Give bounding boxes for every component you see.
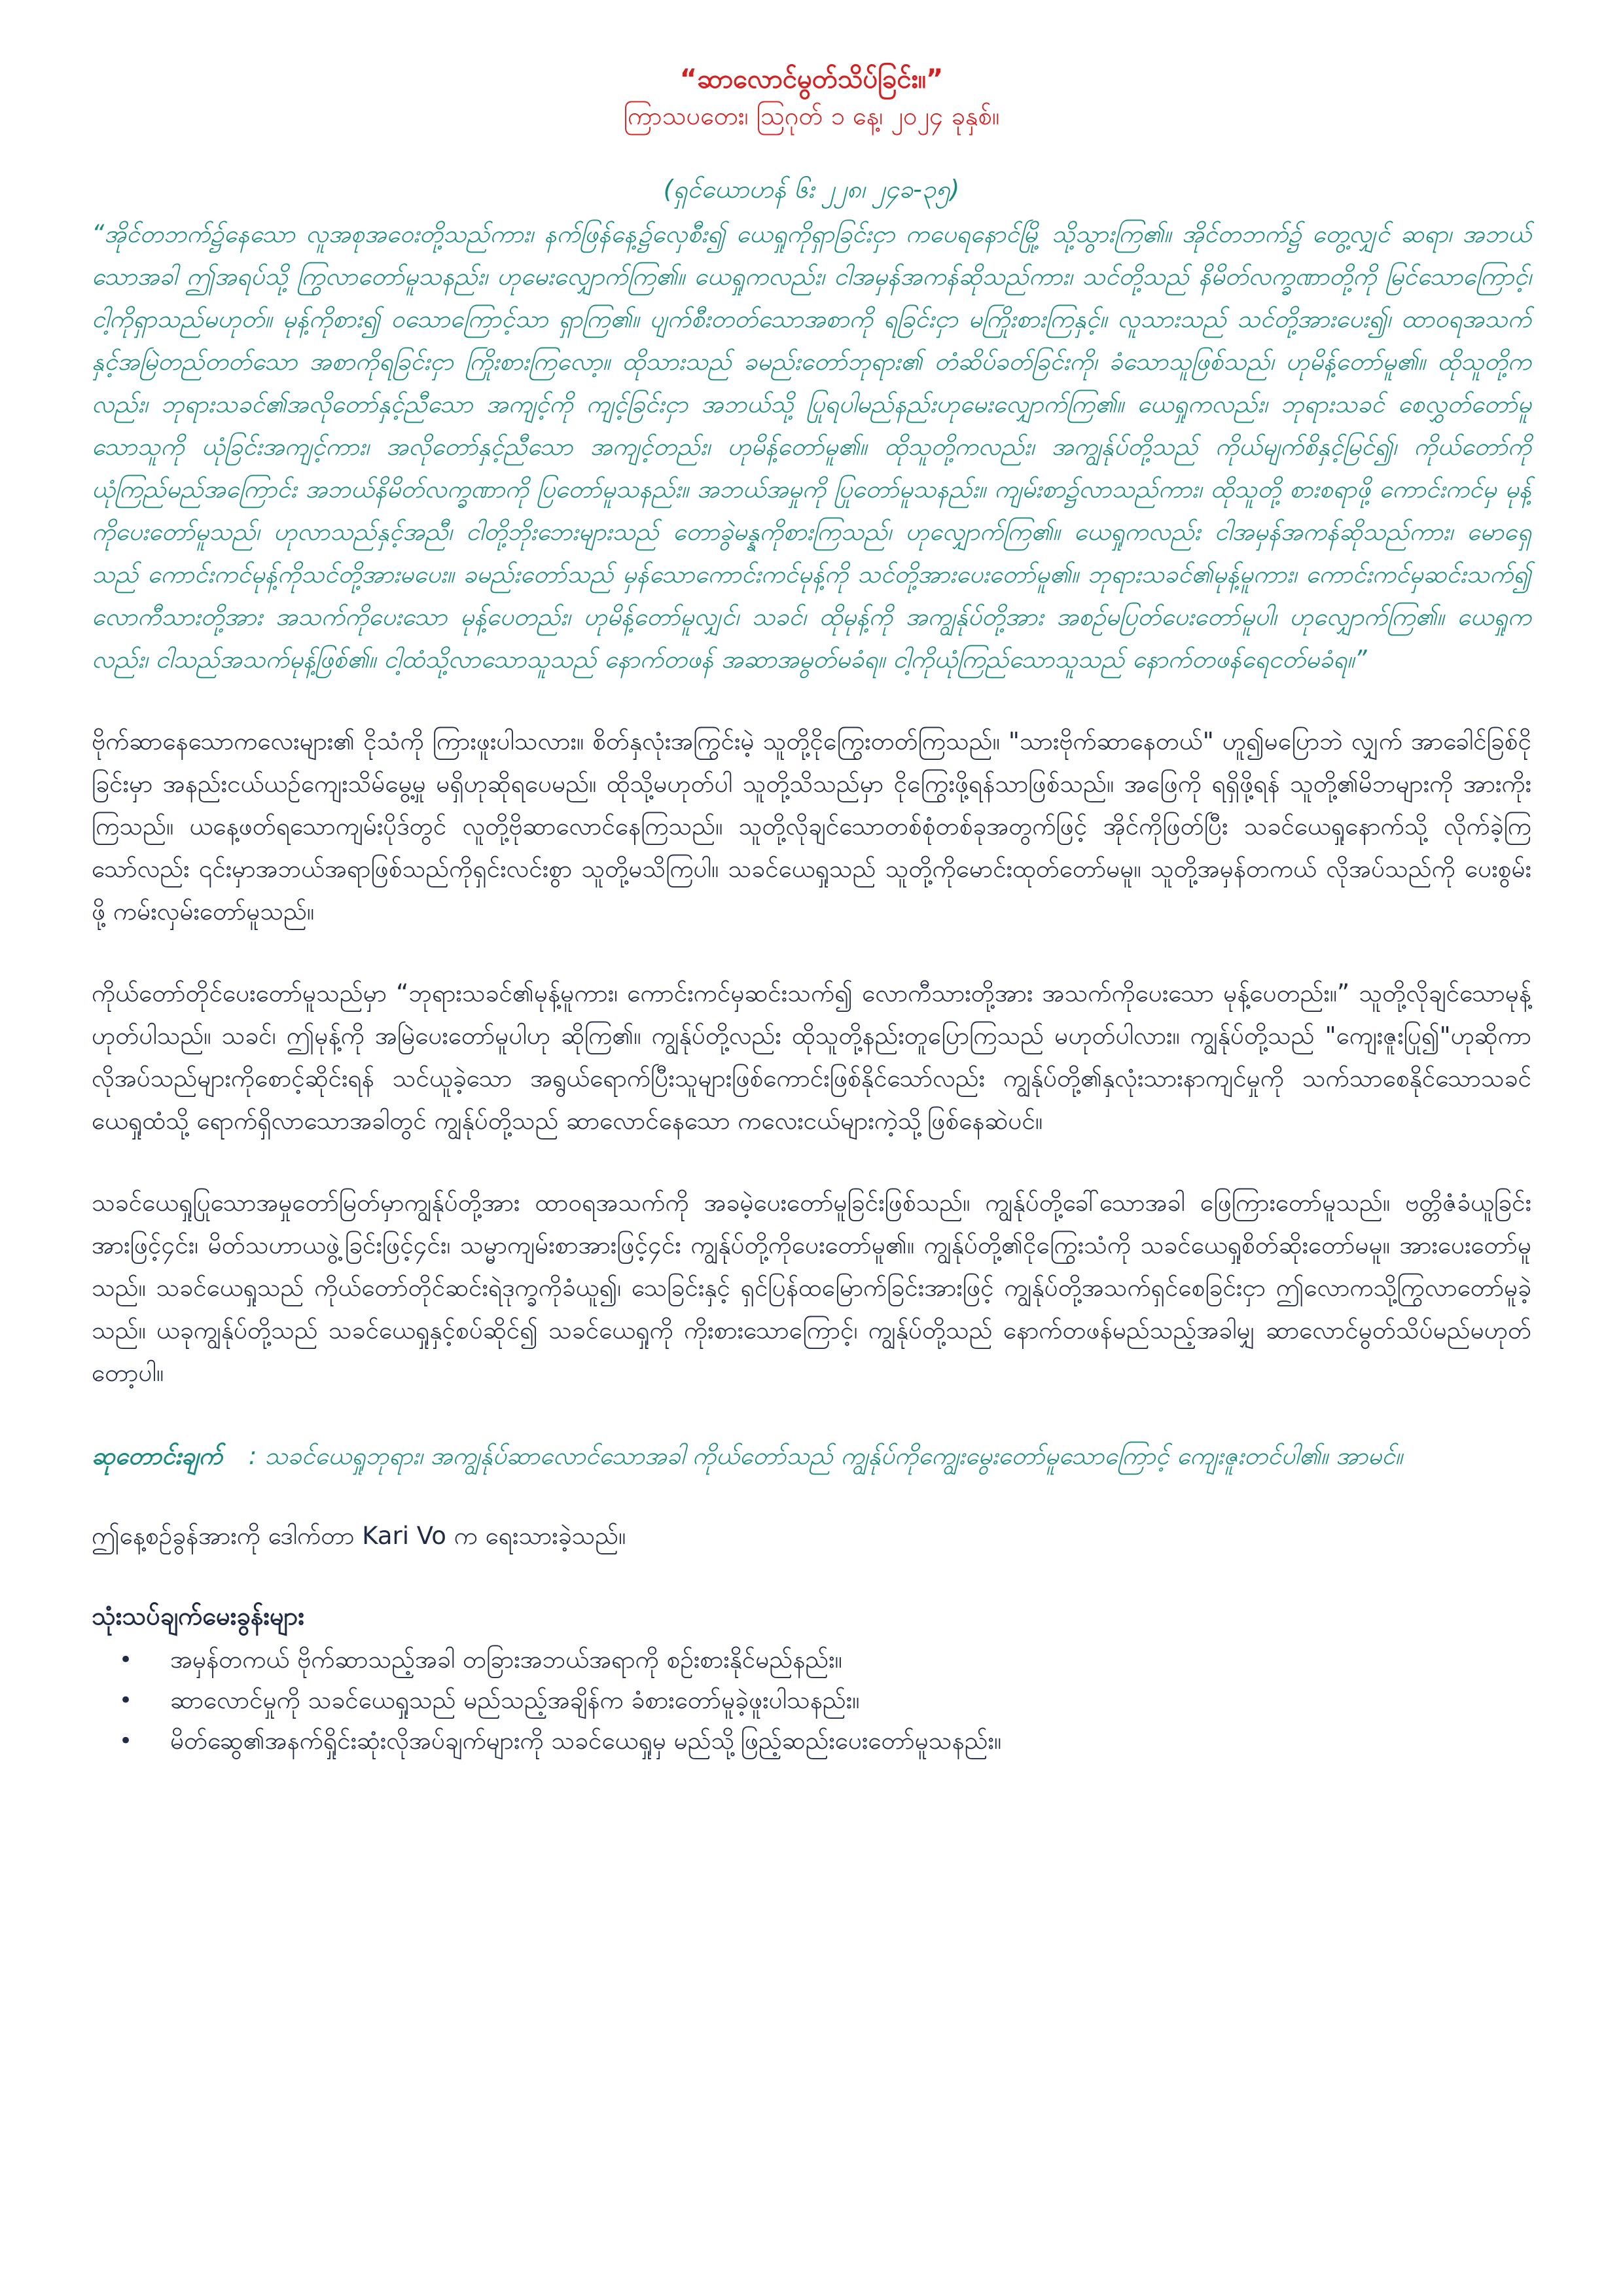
question-item bbox=[92, 1721, 1531, 1761]
prayer-label: ဆုတောင်းချက် bbox=[92, 1442, 223, 1470]
bullet-icon: • bbox=[119, 1647, 133, 1673]
question-item bbox=[92, 1680, 1531, 1721]
body-paragraph-1: ဗိုက်ဆာနေသောကလေးများ၏ ငိုသံကို ကြားဖူးပါသလား။ စိတ်နှလုံးအကြွင်းမဲ့ သူတို့ငိုကြွေးတတ်ကြသည်။ "သားဗိုက်ဆာနေတယ်" ဟူ၍မပြောဘဲ လျှက် အာခေါင်ခြစ်ငိုခြင်းမှာ အနည်းငယ်ယဉ်ကျေးသိမ်မွေ့မှု မရှိဟုဆိုရပေမည်။ ထိုသို့မဟုတ်ပါ သူတို့သိသည်မှာ ငိုကြွေးဖို့ရန်သာဖြစ်သည်။ အဖြေကို ရရှိဖို့ရန် သူတို့၏မိဘများကို အားကိုးကြသည်။ ယနေ့ဖတ်ရသောကျမ်းပိုဒ်တွင် လူတို့ဗိုဆာလောင်နေကြသည်။ သူတို့လိုချင်သောတစ်စုံတစ်ခုအတွက်ဖြင့် အိုင်ကိုဖြတ်ပြီး သခင်ယေရှုနောက်သို့ လိုက်ခဲ့ကြသော်လည်း ၎င်းမှာအဘယ်အရာဖြစ်သည်ကိုရှင်းလင်းစွာ သူတို့မသိကြပါ။ သခင်ယေရှုသည် သူတို့ကိုမောင်းထုတ်တော်မမူ။ သူတို့အမှန်တကယ် လိုအပ်သည်ကို ပေးစွမ်းဖို့ ကမ်းလှမ်းတော်မူသည်။ bbox=[92, 727, 1531, 925]
body-paragraph-3: သခင်ယေရှုပြုသောအမှုတော်မြတ်မှာကျွန်ုပ်တို့အား ထာဝရအသက်ကို အခမဲ့ပေးတော်မူခြင်းဖြစ်သည်။ ကျွန်ုပ်တို့ခေါ်သောအခါ ဖြေကြားတော်မူသည်။ ဗတ္တိဇံခံယူခြင်းအားဖြင့်၄င်း၊ မိတ်သဟာယဖွဲ့ခြင်းဖြင့်၄င်း၊ သမ္မာကျမ်းစာအားဖြင့်၄င်း ကျွန်ုပ်တို့ကိုပေးတော်မူ၏။ ကျွန်ုပ်တို့၏ငိုကြွေးသံကို သခင်ယေရှုစိတ်ဆိုးတော်မမူ။ အားပေးတော်မူသည်။ သခင်ယေရှုသည် ကိုယ်တော်တိုင်ဆင်းရဲဒုက္ခကိုခံယူ၍၊ သေခြင်းနှင့် ရှင်ပြန်ထမြောက်ခြင်းအားဖြင့် ကျွန်ုပ်တို့အသက်ရှင်စေခြင်းငှာ ဤလောကသို့ကြွလာတော်မူခဲ့သည်။ ယခုကျွန်ုပ်တို့သည် သခင်ယေရှုနှင့်စပ်ဆိုင်၍ သခင်ယေရှုကို ကိုးစားသောကြောင့်၊ ကျွန်ုပ်တို့သည် နောက်တဖန်မည်သည့်အခါမျှ ဆာလောင်မွတ်သိပ်မည်မဟုတ်တော့ပါ။ bbox=[92, 1189, 1531, 1387]
scripture-reference: (ရှင်ယောဟန် ၆း ၂၂၈၊ ၂၄ခ-၃၅) bbox=[663, 175, 960, 204]
questions-list bbox=[92, 1640, 1531, 1761]
scripture-text: “အိုင်တဘက်၌နေသော လူအစုအဝေးတို့သည်ကား၊ နက်ဖြန်နေ့၌လှေစီး၍ ယေရှုကိုရှာခြင်းငှာ ကပေရနောင်မြို့ သို့သွားကြ၏။ အိုင်တဘက်၌ တွေ့လျှင် ဆရာ၊ အဘယ်သောအခါ ဤအရပ်သို့ ကြွလာတော်မူသနည်း၊ ဟုမေးလျှောက်ကြ၏။ ယေရှုကလည်း၊ ငါအမှန်အကန်ဆိုသည်ကား၊ သင်တို့သည် နိမိတ်လက္ခဏာတို့ကို မြင်သောကြောင့်၊ ငါ့ကိုရှာသည်မဟုတ်။ မုန့်ကိုစား၍ ဝသောကြောင့်သာ ရှာကြ၏။ ပျက်စီးတတ်သောအစာကို ရခြင်းငှာ မကြိုးစားကြနှင့်။ လူသားသည် သင်တို့အားပေး၍၊ ထာဝရအသက်နှင့်အမြဲတည်တတ်သော အစာကိုရခြင်းငှာ ကြိုးစားကြလော့။ ထိုသားသည် ခမည်းတော်ဘုရား၏ တံဆိပ်ခတ်ခြင်းကို၊ ခံသောသူဖြစ်သည်၊ ဟုမိန့်တော်မူ၏။ ထိုသူတို့ကလည်း၊ ဘုရားသခင်၏အလိုတော်နှင့်ညီသော အကျင့်ကို ကျင့်ခြင်းငှာ အဘယ်သို့ ပြုရပါမည်နည်းဟုမေးလျှောက်ကြ၏။ ယေရှုကလည်း၊ ဘုရားသခင် စေလွှတ်တော်မူသောသူကို ယုံခြင်းအကျင့်ကား၊ အလိုတော်နှင့်ညီသော အကျင့်တည်း၊ ဟုမိန့်တော်မူ၏။ ထိုသူတို့ကလည်း၊ အကျွန်ုပ်တို့သည် ကိုယ်မျက်စိနှင့်မြင်၍၊ ကိုယ်တော်ကို ယုံကြည်မည်အကြောင်း အဘယ်နိမိတ်လက္ခဏာကို ပြတော်မူသနည်း။ အဘယ်အမှုကို ပြုတော်မူသနည်း။ ကျမ်းစာ၌လာသည်ကား၊ ထိုသူတို့ စားစရာဖို့ ကောင်းကင်မှ မုန့်ကိုပေးတော်မူသည်၊ ဟုလာသည်နှင့်အညီ၊ ငါတို့ဘိုးဘေးများသည် တောခွဲမန္နကိုစားကြသည်၊ ဟုလျှောက်ကြ၏။ ယေရှုကလည်း ငါအမှန်အကန်ဆိုသည်ကား၊ မောရှေသည် ကောင်းကင်မုန့်ကိုသင်တို့အားမပေး။ ခမည်းတော်သည် မှန်သောကောင်းကင်မုန့်ကို သင်တို့အားပေးတော်မူ၏။ ဘုရားသခင်၏မုန့်မူကား၊ ကောင်းကင်မှဆင်းသက်၍ လောကီသားတို့အား အသက်ကိုပေးသော မုန့်ပေတည်း၊ ဟုမိန့်တော်မူလျှင်၊ သခင်၊ ထိုမုန့်ကို အကျွန်ုပ်တို့အား အစဉ်မပြတ်ပေးတော်မူပါ၊ ဟုလျှောက်ကြ၏။ ယေရှုကလည်း၊ ငါသည်အသက်မုန့်ဖြစ်၏။ ငါ့ထံသို့လာသောသူသည် နောက်တဖန် အဆာအမွတ်မခံရ။ ငါ့ကိုယုံကြည်သောသူသည် နောက်တဖန်ရေငတ်မခံရ။” bbox=[92, 220, 1531, 673]
bullet-icon: • bbox=[119, 1728, 133, 1754]
devotion-title: “ဆာလောင်မွတ်သိပ်ခြင်း။” bbox=[679, 64, 944, 94]
question-item bbox=[92, 1640, 1531, 1680]
author-credit: ဤနေ့စဉ်ခွန်အားကို ဒေါက်တာ Kari Vo က ရေးသားခဲ့သည်။ bbox=[92, 1522, 626, 1550]
body-paragraph-2: ကိုယ်တော်တိုင်ပေးတော်မူသည်မှာ “ဘုရားသခင်၏မုန့်မူကား၊ ကောင်းကင်မှဆင်းသက်၍ လောကီသားတို့အား အသက်ကိုပေးသော မုန့်ပေတည်း။” သူတို့လိုချင်သောမုန့်ဟုတ်ပါသည်။ သခင်၊ ဤမုန့်ကို အမြဲပေးတော်မူပါဟု ဆိုကြ၏။ ကျွန်ုပ်တို့လည်း ထိုသူတို့နည်းတူပြောကြသည် မဟုတ်ပါလား။ ကျွန်ုပ်တို့သည် "ကျေးဇူးပြု၍"ဟုဆိုကာ လိုအပ်သည်များကိုစောင့်ဆိုင်းရန် သင်ယူခဲ့သော အရွယ်ရောက်ပြီးသူများဖြစ်ကောင်းဖြစ်နိုင်သော်လည်း ကျွန်ုပ်တို့၏နှလုံးသားနာကျင်မှုကို သက်သာစေနိုင်သောသခင်ယေရှုထံသို့ ရောက်ရှိလာသောအခါတွင် ကျွန်ုပ်တို့သည် ဆာလောင်နေသော ကလေးငယ်များကဲ့သို့ဖြစ်နေဆဲပင်။ bbox=[92, 979, 1531, 1135]
questions-heading: သုံးသပ်ချက်မေးခွန်းများ bbox=[92, 1602, 305, 1630]
devotional-page bbox=[92, 62, 1531, 1761]
prayer bbox=[92, 1435, 1531, 1477]
devotion-date: ကြာသပတေး၊ ဩဂုတ် ၁ နေ့၊ ၂၀၂၄ ခုနှစ်။ bbox=[623, 101, 1000, 130]
question-text: အမှန်တကယ် ဗိုက်ဆာသည့်အခါ တခြားအဘယ်အရာကို စဉ်းစားနိုင်မည်နည်း။ bbox=[170, 1645, 842, 1674]
question-text: ဆာလောင်မှုကို သခင်ယေရှုသည် မည်သည့်အချိန်က ခံစားတော်မူခဲ့ဖူးပါသနည်း။ bbox=[170, 1686, 860, 1714]
bullet-icon: • bbox=[119, 1687, 133, 1713]
prayer-text: : သခင်ယေရှုဘုရား၊ အကျွန်ုပ်ဆာလောင်သောအခါ ကိုယ်တော်သည် ကျွန်ုပ်ကိုကျွေးမွေးတော်မူသောကြောင့် ကျေးဇူးတင်ပါ၏။ အာမင်။ bbox=[248, 1442, 1403, 1470]
question-text: မိတ်ဆွေ၏အနက်ရှိုင်းဆုံးလိုအပ်ချက်များကို သခင်ယေရှုမှ မည်သို့ဖြည့်ဆည်းပေးတော်မူသနည်း။ bbox=[170, 1727, 1002, 1755]
